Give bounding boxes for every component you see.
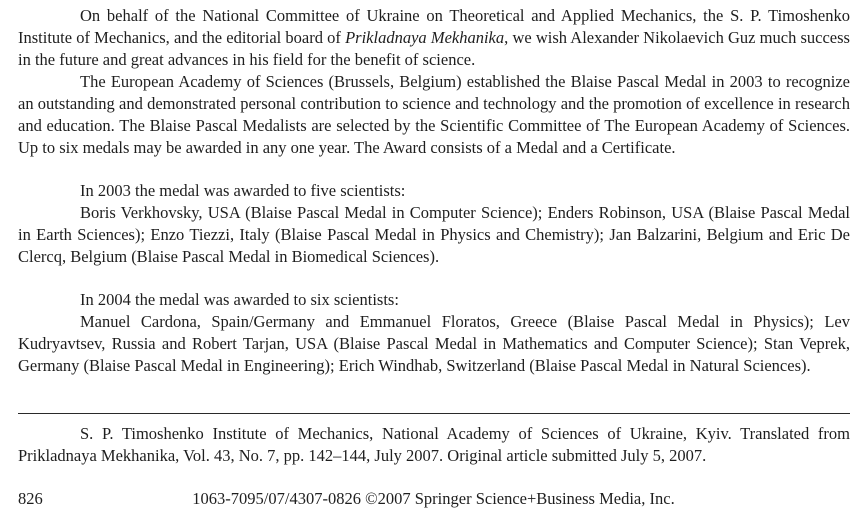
page-footer — [0, 488, 867, 510]
paragraph-2003-laureates: Boris Verkhovsky, USA (Blaise Pascal Medal in Computer Science); Enders Robinson, USA (Blaise Pascal Medal in Earth Sciences); Enzo Tiezzi, Italy (Blaise Pascal Medal in Physics and Chemistry); Jan Balzarini, Belgium and Eric De Clercq, Belgium (Blaise Pascal Medal in Biomedical Sciences). — [18, 203, 850, 266]
paragraph-medal-history: The European Academy of Sciences (Brussels, Belgium) established the Blaise Pascal Medal in 2003 to recognize an outstanding and demonstrated personal contribution to science and technology and the promotion of excellence in research and education. The Blaise Pascal Medalists are selected by the Scientific Committee of The European Academy of Sciences. Up to six medals may be awarded in any one year. The Award consists of a Medal and a Certificate. — [18, 72, 850, 157]
page-number: 826 — [18, 489, 43, 508]
paragraph-2004-laureates: Manuel Cardona, Spain/Germany and Emmanuel Floratos, Greece (Blaise Pascal Medal in Physics); Lev Kudryavtsev, Russia and Robert Tarjan, USA (Blaise Pascal Medal in Mathematics and Computer Science); Stan Veprek, Germany (Blaise Pascal Medal in Engineering); Erich Windhab, Switzerland (Blaise Pascal Medal in Natural Sciences). — [18, 312, 850, 375]
journal-title-italic: Prikladnaya Mekhanika — [345, 28, 505, 47]
footnote-text: S. P. Timoshenko Institute of Mechanics, National Academy of Sciences of Ukraine, Kyiv. Translated from Prikladnaya Mekhanika, Vol. 43, No. 7, pp. 142–144, July 2007. Original article submitted July 5, 2007. — [18, 424, 850, 465]
copyright-line: 1063-7095/07/4307-0826 ©2007 Springer Science+Business Media, Inc. — [192, 489, 675, 508]
dedication-text-before: On behalf of the National Committee of Ukraine on Theoretical and Applied Mechanics, the S. P. Timoshenko Institute of Mechanics, and the editorial board of — [18, 6, 850, 47]
paragraph-2004-intro: In 2004 the medal was awarded to six scientists: — [80, 290, 399, 309]
paragraph-2003-intro: In 2003 the medal was awarded to five scientists: — [80, 181, 406, 200]
footnote-divider-rule — [18, 413, 850, 414]
paragraph-dedication — [18, 5, 850, 71]
dedication-text-after: , we wish Alexander Nikolaevich Guz much success in the future and great advances in his field for the benefit of science. — [18, 28, 850, 69]
article-body — [18, 5, 850, 377]
